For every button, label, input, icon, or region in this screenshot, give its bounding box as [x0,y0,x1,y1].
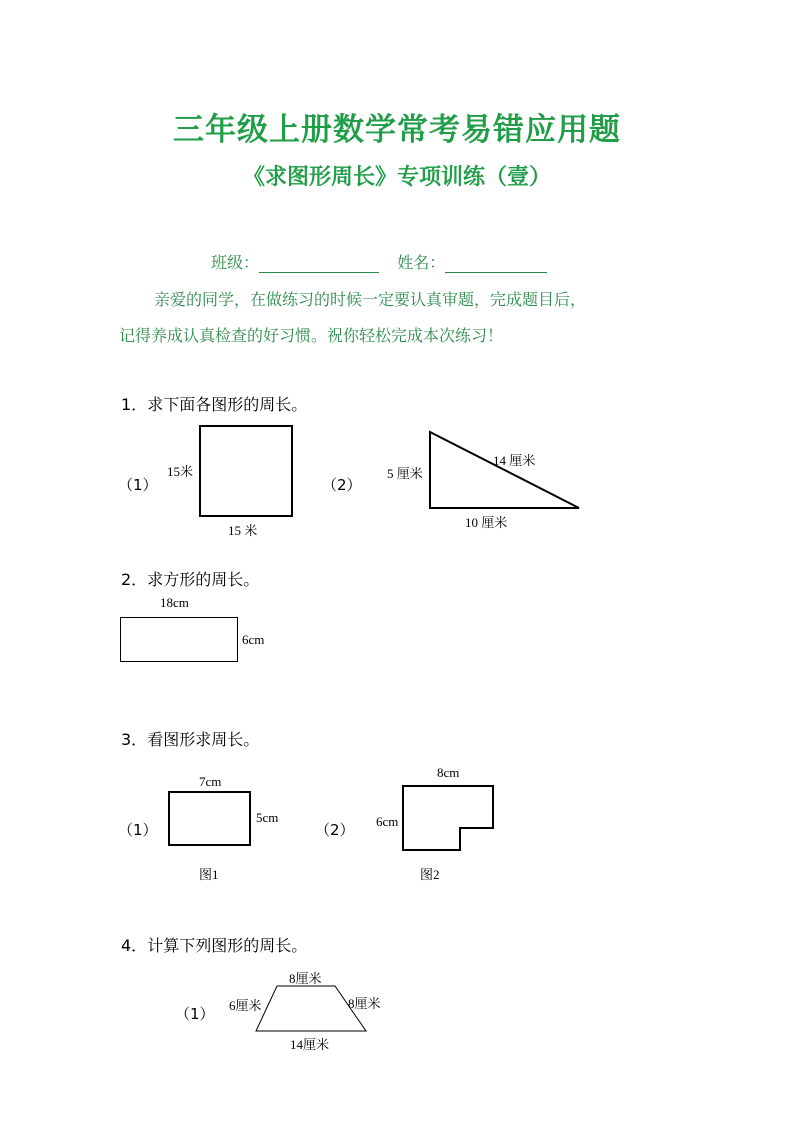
rect-right-label: 6cm [242,632,265,647]
fig2-left-label: 6cm [376,814,399,829]
l-shape [403,786,493,850]
name-label: 姓名： [397,253,446,272]
fig1-top-label: 7cm [199,774,222,789]
triangle-hyp-label: 14 厘米 [493,453,536,468]
rectangle-figure [120,617,239,663]
question-number: 3． [121,730,148,749]
square-figure [199,425,293,517]
question-1 [121,392,307,415]
rectangle-shape [121,618,238,662]
question-number: 4． [121,936,148,955]
question-number: 1． [121,395,148,414]
triangle-figure [429,431,581,510]
question-text: 看图形求周长。 [147,730,260,749]
trapezoid-figure [255,985,368,1033]
square-side-label: 15米 [167,464,194,479]
fig1-caption: 图1 [199,867,219,882]
right-triangle-shape [430,432,579,508]
page-subtitle: 《求图形周长》专项训练（壹） [242,165,551,190]
class-name-line [211,250,547,273]
fig1-right-label: 5cm [256,810,279,825]
part-label: （1） [118,476,158,494]
question-text: 计算下列图形的周长。 [147,936,308,955]
part-label: （1） [175,1005,215,1023]
trap-right-label: 8厘米 [348,996,381,1011]
class-blank[interactable] [259,254,379,273]
square-bottom-label: 15 米 [228,523,258,538]
fig1-rectangle [168,791,251,846]
fig2-lshape [402,785,495,852]
question-3 [121,727,259,750]
trap-top-label: 8厘米 [289,971,322,986]
question-text: 求方形的周长。 [147,570,260,589]
question-2 [121,567,259,590]
rectangle-shape [169,792,250,845]
question-text: 求下面各图形的周长。 [147,395,308,414]
name-blank[interactable] [445,254,547,273]
intro-line-2: 记得养成认真检查的好习惯。祝你轻松完成本次练习！ [119,326,504,345]
fig2-caption: 图2 [420,867,440,882]
square-shape [200,426,292,516]
trap-left-label: 6厘米 [229,998,262,1013]
intro-line-1: 亲爱的同学，在做练习的时候一定要认真审题，完成题目后， [154,290,587,309]
question-number: 2． [121,570,148,589]
triangle-left-label: 5 厘米 [387,466,423,481]
trap-bottom-label: 14厘米 [290,1037,330,1052]
triangle-bottom-label: 10 厘米 [465,515,508,530]
class-label: 班级： [211,253,260,272]
part-label: （2） [315,821,355,839]
rect-top-label: 18cm [160,595,189,610]
page-title: 三年级上册数学常考易错应用题 [173,112,621,148]
trapezoid-shape [256,986,366,1031]
part-label: （2） [322,476,362,494]
part-label: （1） [118,821,158,839]
question-4 [121,933,307,956]
fig2-top-label: 8cm [437,765,460,780]
